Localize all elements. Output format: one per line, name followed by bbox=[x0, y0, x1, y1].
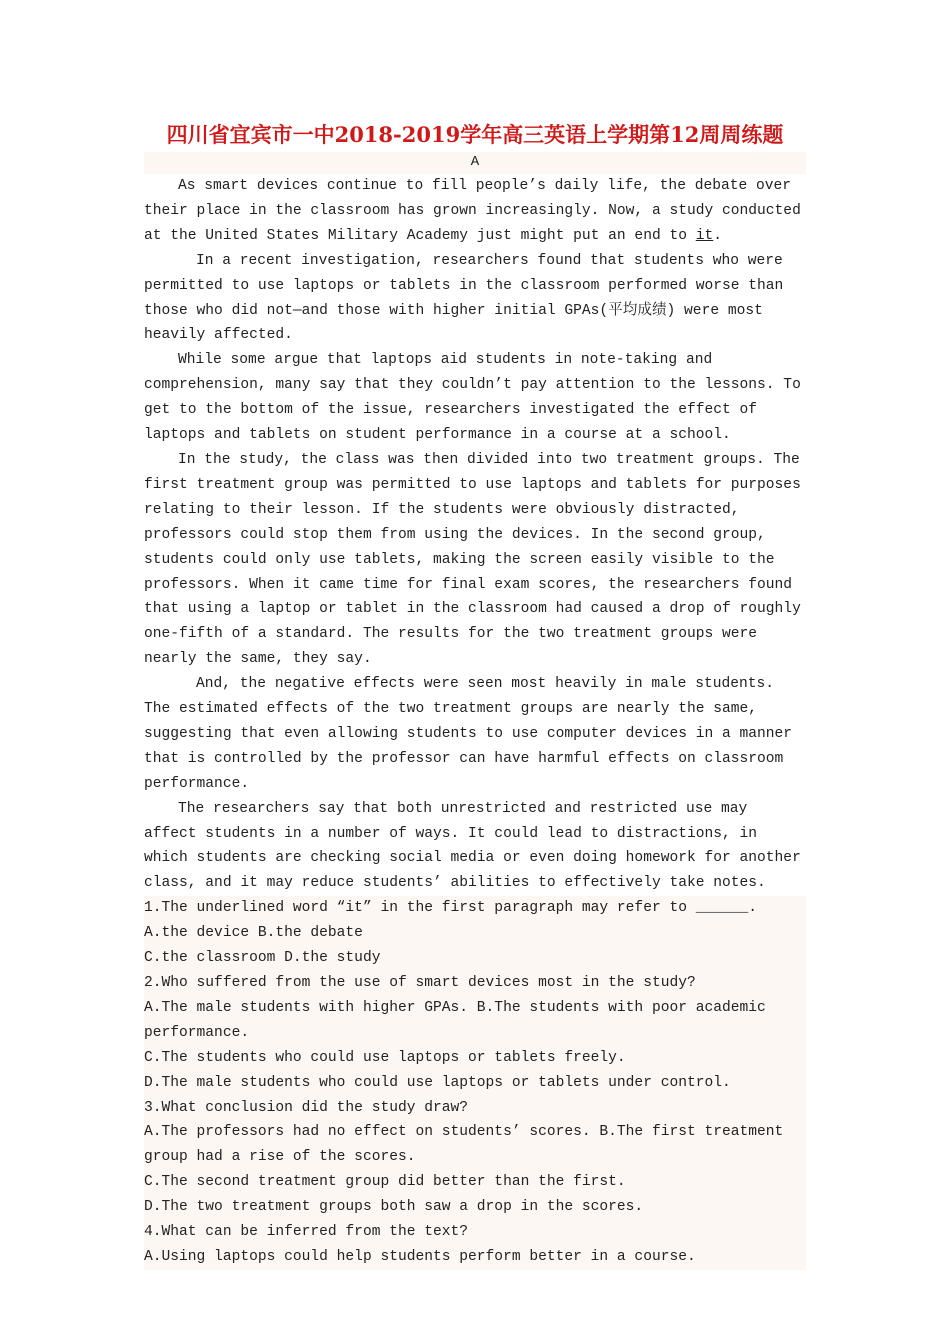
question-3-options-ab: A.The professors had no effect on students’ scores. B.The first treatment group had a rise of the scores. bbox=[144, 1124, 784, 1166]
question-2-options-ab: A.The male students with higher GPAs. B.The students with poor academic performance. bbox=[144, 999, 766, 1041]
question-2: 2.Who suffered from the use of smart devices most in the study? bbox=[144, 975, 696, 991]
paragraph-6: The researchers say that both unrestricted and restricted use may affect students in a number of ways. It could lead to distractions, in which students are checking social media or even doing homework for another class, and it may reduce students’ abilities to effectively take notes. bbox=[144, 800, 801, 892]
question-2-option-c: C.The students who could use laptops or tablets freely. bbox=[144, 1049, 626, 1066]
question-1: 1.The underlined word “it” in the first paragraph may refer to ______. bbox=[144, 900, 758, 917]
paragraph-1-end: . bbox=[713, 227, 723, 244]
question-4: 4.What can be inferred from the text? bbox=[144, 1224, 469, 1241]
question-3-option-c: C.The second treatment group did better than the first. bbox=[144, 1174, 626, 1191]
question-1-options-cd: C.the classroom D.the study bbox=[144, 950, 381, 967]
document-title: 四川省宜宾市一中2018-2019学年高三英语上学期第12周周练题 bbox=[166, 122, 784, 147]
questions-block bbox=[144, 896, 806, 1270]
question-4-option-a: A.Using laptops could help students perform better in a course. bbox=[144, 1248, 696, 1265]
question-3-option-d: D.The two treatment groups both saw a drop in the scores. bbox=[144, 1199, 644, 1216]
underlined-word: it bbox=[695, 227, 714, 244]
paragraph-1-start: As smart devices continue to fill people’s daily life, the debate over their place in the classroom has grown increasingly. Now, a study conducted at the United States Military Academy just might put an end to bbox=[144, 178, 801, 244]
question-3: 3.What conclusion did the study draw? bbox=[144, 1099, 469, 1116]
paragraph-1 bbox=[144, 174, 806, 249]
paragraph-5: And, the negative effects were seen most heavily in male students. The estimated effects of the two treatment groups are nearly the same, suggesting that even allowing students to use computer devices in a manner that is controlled by the professor can have harmful effects on classroom performance. bbox=[144, 676, 793, 792]
document-page bbox=[144, 118, 806, 1270]
section-label: A bbox=[144, 152, 806, 174]
passage bbox=[144, 174, 806, 896]
paragraph-3: While some argue that laptops aid students in note-taking and comprehension, many say that they couldn’t pay attention to the lessons. To get to the bottom of the issue, researchers investigated the effect of laptops and tablets on student performance in a course at a school. bbox=[144, 352, 801, 444]
paragraph-4: In the study, the class was then divided into two treatment groups. The first treatment group was permitted to use laptops and tablets for purposes relating to their lesson. If the students were obviously distracted, professors could stop them from using the devices. In the second group, students could only use tablets, making the screen easily visible to the professors. When it came time for final exam scores, the researchers found that using a laptop or tablet in the classroom had caused a drop of roughly one-fifth of a standard. The results for the two treatment groups were nearly the same, they say. bbox=[144, 451, 801, 668]
paragraph-2: In a recent investigation, researchers found that students who were permitted to use laptops or tablets in the classroom performed worse than those who did not—and those with higher initial GPAs(平均成绩) were most heavily affected. bbox=[144, 252, 784, 344]
question-1-options-ab: A.the device B.the debate bbox=[144, 925, 363, 942]
question-2-option-d: D.The male students who could use laptops or tablets under control. bbox=[144, 1074, 731, 1091]
